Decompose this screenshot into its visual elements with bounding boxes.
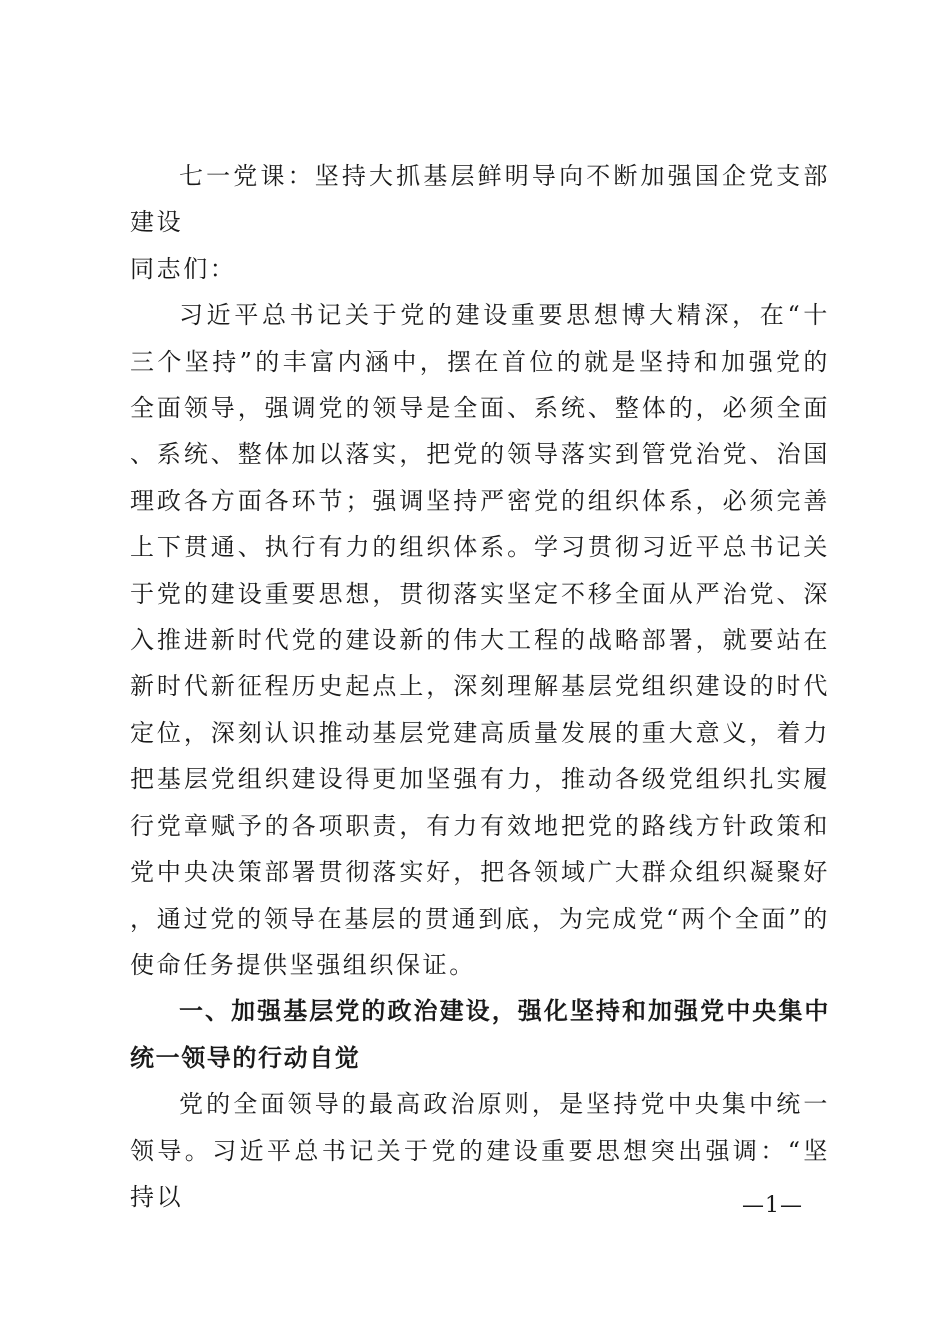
body-paragraph: 习近平总书记关于党的建设重要思想博大精深，在“十三个坚持”的丰富内涵中，摆在首位的就是坚持和加强党的全面领导，强调党的领导是全面、系统、整体的，必须全面、系统、整体加以落实，把党的领导落实到管党治党、治国理政各方面各环节；强调坚持严密党的组织体系，必须完善上下贯通、执行有力的组织体系。学习贯彻习近平总书记关于党的建设重要思想，贯彻落实坚定不移全面从严治党、深入推进新时代党的建设新的伟大工程的战略部署，就要站在新时代新征程历史起点上，深刻理解基层党组织建设的时代定位，深刻认识推动基层党建高质量发展的重大意义，着力把基层党组织建设得更加坚强有力，推动各级党组织扎实履行党章赋予的各项职责，有力有效地把党的路线方针政策和党中央决策部署贯彻落实好，把各领域广大群众组织凝聚好，通过党的领导在基层的贯通到底，为完成党“两个全面”的使命任务提供坚强组织保证。 bbox=[130, 301, 830, 979]
document-title: 七一党课：坚持大抓基层鲜明导向不断加强国企党支部建设 bbox=[130, 162, 830, 237]
salutation: 同志们： bbox=[130, 254, 237, 283]
document-body bbox=[130, 153, 830, 1220]
page-number: —1— bbox=[742, 1193, 803, 1218]
section-paragraph: 党的全面领导的最高政治原则，是坚持党中央集中统一领导。习近平总书记关于党的建设重要思想突出强调：“坚持以 bbox=[130, 1090, 830, 1211]
section-heading: 一、加强基层党的政治建设，强化坚持和加强党中央集中统一领导的行动自觉 bbox=[130, 997, 830, 1072]
